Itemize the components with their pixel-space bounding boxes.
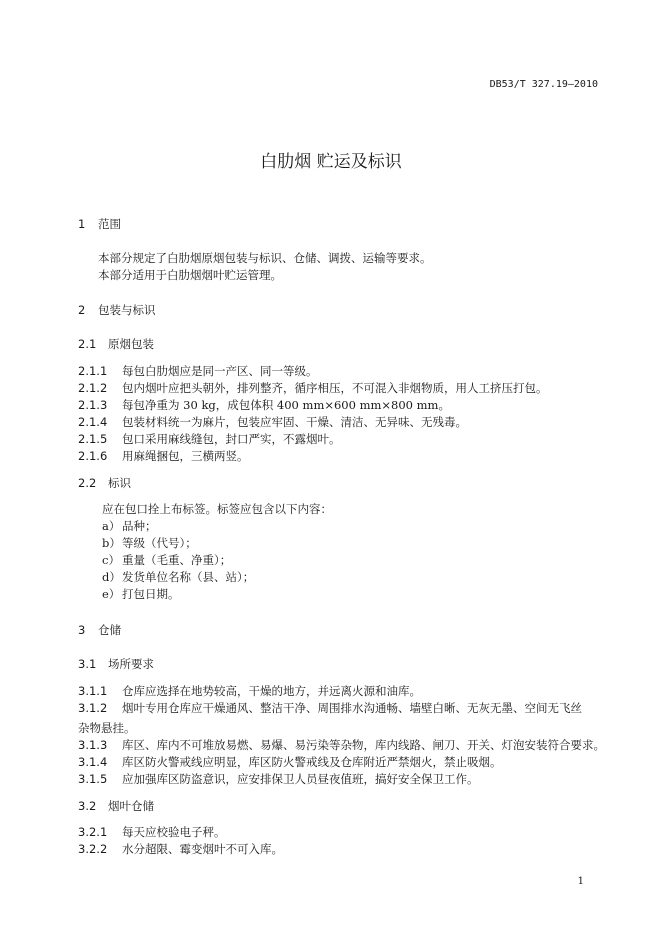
clause (78, 380, 548, 396)
subsection-title: 烟叶仓储 (108, 799, 154, 813)
clause-text: 每天应校验电子秤。 (122, 825, 226, 839)
clause (78, 683, 421, 699)
clause-number: 2.1.1 (78, 364, 108, 378)
subsection-heading (78, 798, 154, 814)
list-marker: c） (102, 553, 120, 567)
section-number: 3 (78, 623, 86, 637)
clause-number: 2.1.6 (78, 449, 108, 463)
section-heading (78, 622, 121, 638)
clause-number: 3.1.5 (78, 772, 108, 786)
clause-number: 3.1.3 (78, 738, 108, 752)
page-title: 白肋烟 贮运及标识 (260, 152, 402, 172)
clause-text: 烟叶专用仓库应干燥通风、整洁干净、周围排水沟通畅、墙壁白晰、无灰无墨、空间无飞丝杂物悬挂。 (78, 701, 582, 735)
subsection-number: 3.1 (78, 657, 97, 671)
clause-number: 3.1.2 (78, 701, 108, 715)
clause (78, 737, 605, 753)
clause-text: 包口采用麻线缝包，封口严实，不露烟叶。 (122, 432, 341, 446)
section-heading (78, 302, 156, 318)
subsection-number: 3.2 (78, 799, 97, 813)
clause-text: 包内烟叶应把头朝外，排列整齐，循序相压，不可混入非烟物质，用人工挤压打包。 (122, 381, 548, 395)
list-text: 打包日期。 (122, 587, 180, 601)
clause-text: 库区、库内不可堆放易燃、易爆、易污染等杂物，库内线路、闸刀、开关、灯泡安装符合要求。 (122, 738, 605, 752)
clause (78, 414, 467, 430)
clause (78, 698, 593, 738)
section-title: 仓储 (98, 623, 121, 637)
clause-text: 每包白肋烟应是同一产区、同一等级。 (122, 364, 318, 378)
clause-number: 2.1.2 (78, 381, 108, 395)
clause (78, 363, 318, 379)
clause-number: 3.2.1 (78, 825, 108, 839)
clause (78, 771, 479, 787)
list-marker: a） (102, 519, 121, 533)
list-text: 品种； (122, 519, 157, 533)
clause-number: 3.1.4 (78, 755, 108, 769)
page-number: 1 (577, 876, 584, 887)
list-item (102, 552, 231, 568)
clause-number: 2.1.4 (78, 415, 108, 429)
subsection-title: 原烟包装 (108, 337, 154, 351)
subsection-heading (78, 336, 154, 352)
clause-text: 库区防火警戒线应明显，库区防火警戒线及仓库附近严禁烟火，禁止吸烟。 (122, 755, 502, 769)
clause (78, 431, 341, 447)
clause-text: 用麻绳捆包，三横两竖。 (122, 449, 249, 463)
list-item (102, 518, 157, 534)
list-item (102, 586, 180, 602)
clause-text: 应加强库区防盗意识，应安排保卫人员昼夜值班，搞好安全保卫工作。 (122, 772, 479, 786)
paragraph: 本部分适用于白肋烟烟叶贮运管理。 (98, 268, 282, 282)
list-item (102, 569, 254, 585)
section-heading (78, 216, 121, 232)
subsection-heading (78, 475, 131, 491)
clause-text: 仓库应选择在地势较高，干燥的地方，并远离火源和油库。 (122, 684, 421, 698)
subsection-number: 2.2 (78, 476, 97, 490)
clause (78, 841, 283, 857)
clause (78, 448, 249, 464)
clause-number: 3.1.1 (78, 684, 108, 698)
section-title: 范围 (98, 217, 121, 231)
subsection-number: 2.1 (78, 337, 97, 351)
section-number: 1 (78, 217, 86, 231)
list-marker: b） (102, 536, 121, 550)
section-title: 包装与标识 (98, 303, 156, 317)
clause-text: 包装材料统一为麻片，包装应牢固、干燥、清洁、无异味、无残毒。 (122, 415, 467, 429)
subsection-heading (78, 656, 154, 672)
list-text: 等级（代号）； (122, 536, 197, 550)
clause (78, 824, 226, 840)
subsection-title: 场所要求 (108, 657, 154, 671)
clause-number: 3.2.2 (78, 842, 108, 856)
clause-number: 2.1.3 (78, 398, 108, 412)
paragraph: 应在包口拴上布标签。标签应包含以下内容： (102, 502, 332, 516)
clause-text: 水分超限、霉变烟叶不可入库。 (122, 842, 283, 856)
paragraph: 本部分规定了白肋烟原烟包装与标识、仓储、调拨、运输等要求。 (98, 251, 432, 265)
subsection-title: 标识 (108, 476, 131, 490)
clause (78, 397, 450, 413)
list-marker: d） (102, 570, 121, 584)
doc-code: DB53/T 327.19—2010 (489, 79, 598, 90)
clause-text: 每包净重为 30 kg，成包体积 400 mm×600 mm×800 mm。 (122, 398, 450, 412)
list-item (102, 535, 197, 551)
section-number: 2 (78, 303, 86, 317)
clause-number: 2.1.5 (78, 432, 108, 446)
list-text: 重量（毛重、净重）； (122, 553, 232, 567)
list-text: 发货单位名称（县、站）； (122, 570, 255, 584)
list-marker: e） (102, 587, 121, 601)
clause (78, 754, 502, 770)
